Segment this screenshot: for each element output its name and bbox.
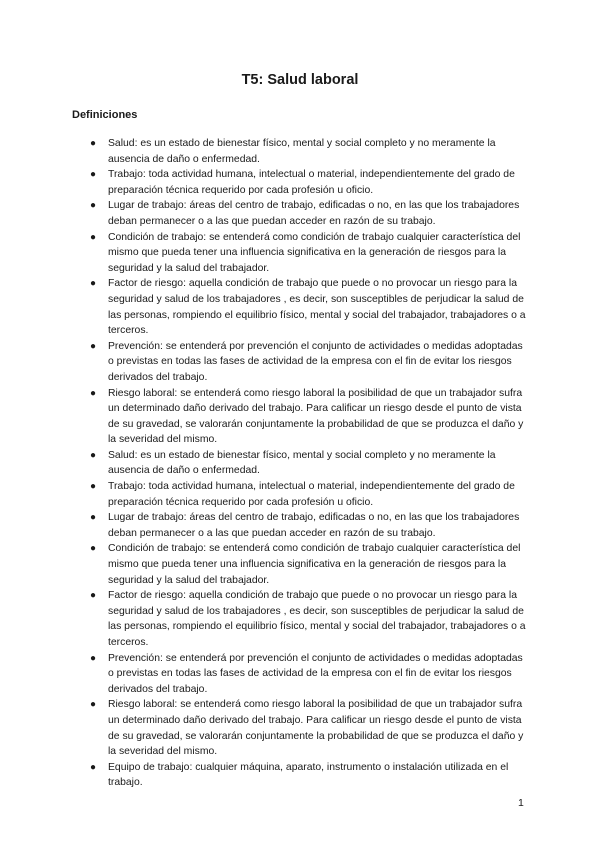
definition-text: Condición de trabajo: se entenderá como condición de trabajo cualquier característica del mismo que pueda tener una influencia significativa en la generación de riesgos para la seguridad y la salud del trabajador. bbox=[108, 231, 521, 274]
list-item bbox=[90, 386, 530, 448]
bullet-icon: ● bbox=[90, 340, 97, 352]
bullet-icon: ● bbox=[90, 543, 97, 555]
bullet-icon: ● bbox=[90, 590, 97, 602]
list-item bbox=[90, 198, 530, 229]
bullet-icon: ● bbox=[90, 699, 97, 711]
list-item bbox=[90, 760, 530, 791]
definition-text: Lugar de trabajo: áreas del centro de trabajo, edificadas o no, en las que los trabajadores deban permanecer o a las que puedan acceder en razón de su trabajo. bbox=[108, 512, 520, 539]
bullet-icon: ● bbox=[90, 278, 97, 290]
bullet-icon: ● bbox=[90, 481, 97, 493]
definition-text: Factor de riesgo: aquella condición de trabajo que puede o no provocar un riesgo para la seguridad y salud de los trabajadores , es decir, son susceptibles de perjudicar la salud de las personas, rompiendo el equilibrio físico, mental y social del trabajador, trabajadores o a terceros. bbox=[108, 278, 526, 337]
definition-text: Salud: es un estado de bienestar físico, mental y social completo y no meramente la ausencia de daño o enfermedad. bbox=[108, 449, 496, 477]
definition-text: Prevención: se entenderá por prevención el conjunto de actividades o medidas adoptadas o previstas en todas las fases de actividad de la empresa con el fin de evitar los riesgos derivados del trabajo. bbox=[108, 340, 523, 383]
bullet-icon: ● bbox=[90, 652, 97, 664]
list-item bbox=[90, 651, 530, 698]
definition-text: Riesgo laboral: se entenderá como riesgo laboral la posibilidad de que un trabajador sufra un determinado daño derivado del trabajo. Para calificar un riesgo desde el punto de vista de su gravedad, se valorarán conjuntamente la probabilidad de que se produzca el daño y la severidad del mismo. bbox=[108, 699, 524, 758]
list-item bbox=[90, 448, 530, 479]
list-item bbox=[90, 167, 530, 198]
list-item bbox=[90, 588, 530, 650]
bullet-icon: ● bbox=[90, 449, 97, 461]
bullet-icon: ● bbox=[90, 231, 97, 243]
definition-text: Lugar de trabajo: áreas del centro de trabajo, edificadas o no, en las que los trabajadores deban permanecer o a las que puedan acceder en razón de su trabajo. bbox=[108, 200, 520, 227]
list-item bbox=[90, 510, 530, 541]
list-item bbox=[90, 479, 530, 510]
definition-text: Trabajo: toda actividad humana, intelectual o material, independientemente del grado de preparación técnica requerido por cada profesión u oficio. bbox=[108, 169, 515, 196]
definition-text: Equipo de trabajo: cualquier máquina, aparato, instrumento o instalación utilizada en el trabajo. bbox=[108, 761, 509, 789]
definition-text: Salud: es un estado de bienestar físico, mental y social completo y no meramente la ausencia de daño o enfermedad. bbox=[108, 138, 496, 165]
bullet-icon: ● bbox=[90, 200, 97, 212]
section-heading-definiciones: Definiciones bbox=[72, 109, 138, 121]
bullet-icon: ● bbox=[90, 512, 97, 524]
bullet-icon: ● bbox=[90, 761, 97, 773]
definition-text: Riesgo laboral: se entenderá como riesgo laboral la posibilidad de que un trabajador sufra un determinado daño derivado del trabajo. Para calificar un riesgo desde el punto de vista de su gravedad, se valorarán conjuntamente la probabilidad de que se produzca el daño y la severidad del mismo. bbox=[108, 387, 524, 446]
bullet-icon: ● bbox=[90, 169, 97, 181]
list-item bbox=[90, 136, 530, 167]
page-number: 1 bbox=[518, 797, 524, 809]
bullet-icon: ● bbox=[90, 387, 97, 399]
definition-text: Condición de trabajo: se entenderá como condición de trabajo cualquier característica del mismo que pueda tener una influencia significativa en la generación de riesgos para la seguridad y la salud del trabajador. bbox=[108, 543, 521, 586]
list-item bbox=[90, 276, 530, 338]
page-title: T5: Salud laboral bbox=[241, 72, 359, 88]
list-item bbox=[90, 230, 530, 277]
definitions-list bbox=[90, 136, 530, 791]
definition-text: Factor de riesgo: aquella condición de trabajo que puede o no provocar un riesgo para la seguridad y salud de los trabajadores , es decir, son susceptibles de perjudicar la salud de las personas, rompiendo el equilibrio físico, mental y social del trabajador, trabajadores o a terceros. bbox=[108, 590, 526, 648]
definition-text: Prevención: se entenderá por prevención el conjunto de actividades o medidas adoptadas o previstas en todas las fases de actividad de la empresa con el fin de evitar los riesgos derivados del trabajo. bbox=[108, 652, 523, 695]
list-item bbox=[90, 541, 530, 588]
definition-text: Trabajo: toda actividad humana, intelectual o material, independientemente del grado de preparación técnica requerido por cada profesión u oficio. bbox=[108, 481, 515, 508]
list-item bbox=[90, 339, 530, 386]
list-item bbox=[90, 697, 530, 759]
bullet-icon: ● bbox=[90, 138, 97, 149]
